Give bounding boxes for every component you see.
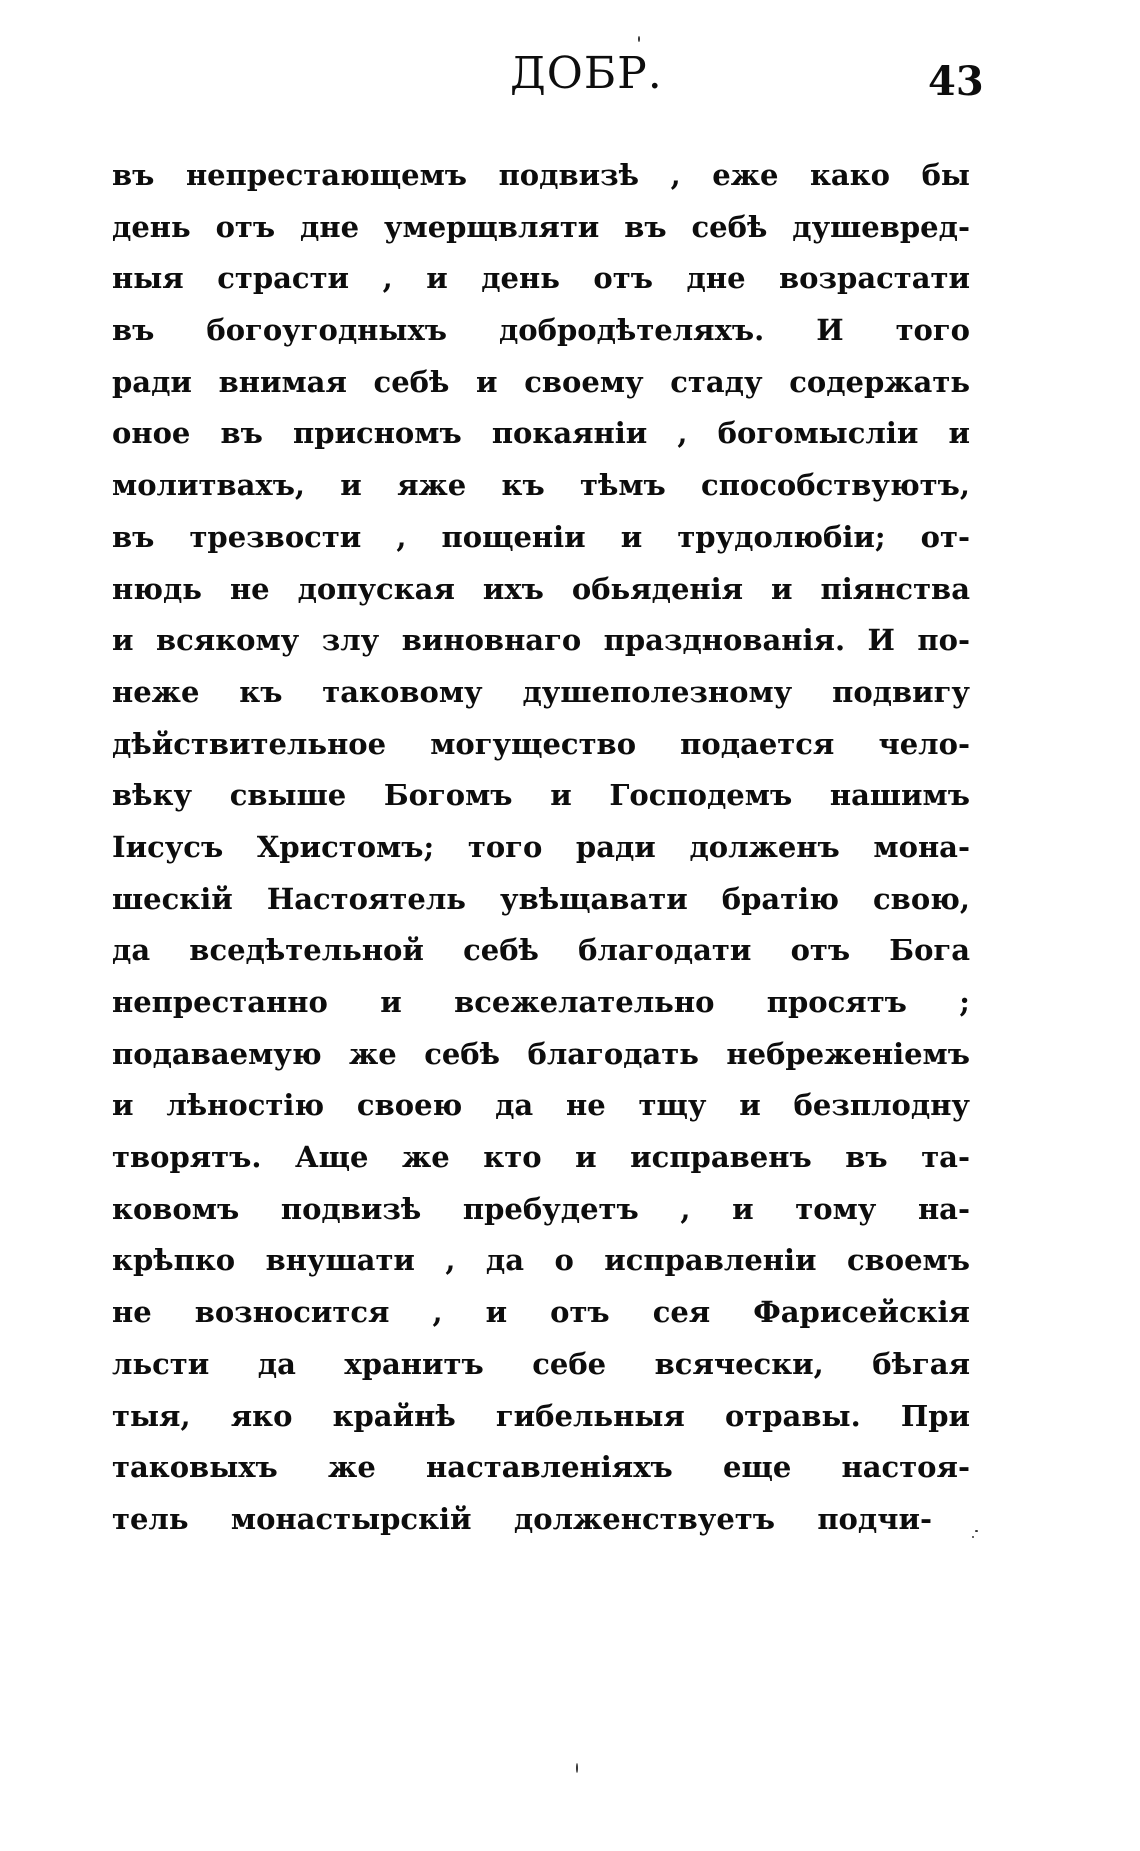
text-line: дѣйствительное могущество подается чело- bbox=[112, 726, 970, 761]
scan-speck bbox=[638, 36, 640, 42]
text-line: да вседѣтельной себѣ благодати отъ Бога bbox=[112, 933, 970, 968]
text-line: крѣпко внушати , да о исправленiи своемъ bbox=[112, 1243, 970, 1278]
text-line: не возносится , и отъ сея Фарисейскiя bbox=[112, 1295, 970, 1330]
text-line: и всякому злу виновнаго празднованiя. И по- bbox=[112, 623, 970, 658]
text-line: вѣку свыше Богомъ и Господемъ нашимъ bbox=[112, 778, 970, 813]
scan-speck bbox=[576, 1763, 578, 1773]
text-line: неже къ таковому душеполезному подвигу bbox=[112, 674, 970, 709]
scan-speck bbox=[975, 1530, 978, 1532]
text-line: ныя страсти , и день отъ дне возрастати bbox=[112, 261, 970, 296]
text-line: непрестанно и всежелательно просятъ ; bbox=[112, 985, 970, 1019]
text-line: льсти да хранитъ себе всячески, бѣгая bbox=[112, 1346, 970, 1381]
scan-speck bbox=[972, 1536, 974, 1538]
body-text bbox=[112, 150, 970, 1546]
text-line: молитвахъ, и яже къ тѣмъ способствуютъ, bbox=[112, 468, 970, 503]
text-line: творятъ. Аще же кто и исправенъ въ та- bbox=[112, 1140, 970, 1175]
text-line: Iисусъ Христомъ; того ради долженъ мона- bbox=[112, 829, 970, 864]
text-line: тыя, яко крайнѣ гибельныя отравы. При bbox=[112, 1398, 970, 1433]
text-line: въ трезвости , пощенiи и трудолюбiи; от- bbox=[112, 519, 970, 554]
text-line: таковыхъ же наставленiяхъ еще настоя- bbox=[112, 1450, 970, 1485]
text-line: въ богоугодныхъ добродѣтеляхъ. И того bbox=[112, 313, 970, 348]
text-line: тель монастырскiй долженствуетъ подчи- bbox=[112, 1501, 932, 1536]
text-line: въ непрестающемъ подвизѣ , еже како бы bbox=[112, 158, 970, 192]
text-line: оное въ присномъ покаянiи , богомыслiи и bbox=[112, 416, 970, 451]
text-line: и лѣностiю своею да не тщу и безплодну bbox=[112, 1088, 970, 1123]
text-line: нюдь не допуская ихъ обьяденiя и пiянства bbox=[112, 571, 970, 606]
text-line: день отъ дне умерщвляти въ себѣ душевред- bbox=[112, 209, 970, 244]
text-line: ковомъ подвизѣ пребудетъ , и тому на- bbox=[112, 1191, 970, 1226]
running-title: ДОБР. bbox=[510, 48, 663, 99]
text-line: подаваемую же себѣ благодать небреженiемъ bbox=[112, 1036, 970, 1071]
text-line: ради внимая себѣ и своему стаду содержать bbox=[112, 364, 970, 399]
page-number: 43 bbox=[928, 58, 984, 105]
text-line: шескiй Настоятель увѣщавати братiю свою, bbox=[112, 881, 970, 916]
